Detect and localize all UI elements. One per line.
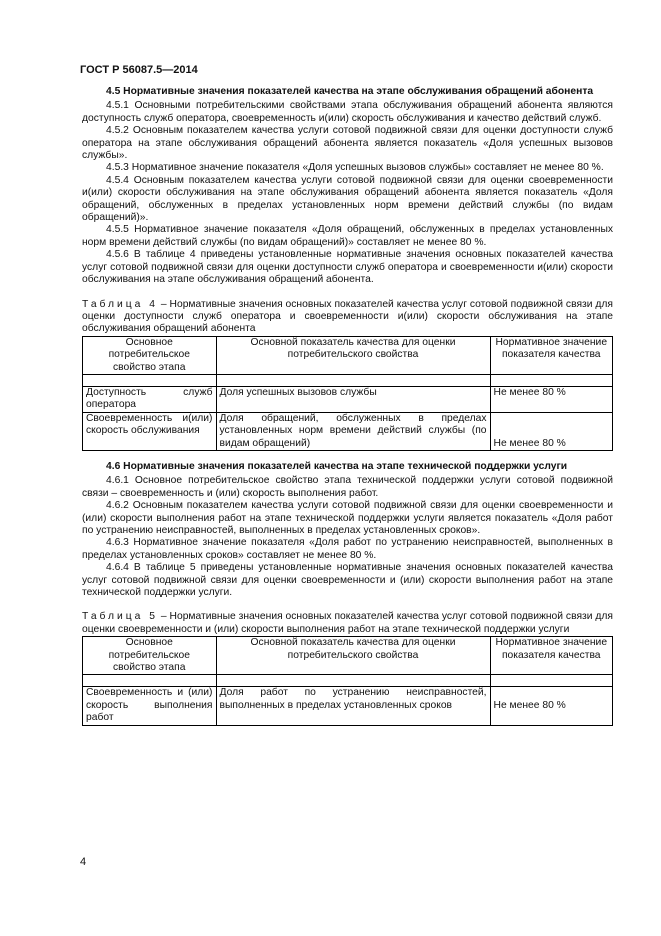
paragraph-4-5-5: 4.5.5 Нормативное значение показателя «Доля обращений, обслуженных в пределах установленных норм времени действий службы (по видам обращений)» составляет не менее 80 %.	[82, 224, 613, 248]
table-header-cell: Основной показатель качества для оценки потребительского свойства	[216, 336, 490, 374]
table-cell: Своевременность и(или) скорость обслуживания	[83, 412, 217, 450]
table-header-row	[83, 336, 613, 374]
paragraph-4-5-1: 4.5.1 Основными потребительскими свойствами этапа обслуживания обращений абонента являются доступность служб оператора, своевременность и(или) скорость обслуживания и качество действий служб.	[82, 100, 613, 124]
table-header-cell: Основной показатель качества для оценки потребительского свойства	[216, 637, 490, 675]
table-empty-row	[83, 374, 613, 386]
table-cell	[83, 374, 217, 386]
table-cell: Доля работ по устранению неисправностей, выполненных в пределах установленных сроков	[216, 687, 490, 725]
table-cell: Своевременность и (или) скорость выполнения работ	[83, 687, 217, 725]
paragraph-4-6-3: 4.6.3 Нормативное значение показателя «Доля работ по устранению неисправностей, выполненных в пределах установленных сроков» составляет не менее 80 %.	[82, 537, 613, 561]
section-4-6-heading: 4.6 Нормативные значения показателей качества на этапе технической поддержки услуги	[106, 460, 568, 472]
table-cell: Не менее 80 %	[490, 412, 612, 450]
paragraph-4-6-2: 4.6.2 Основным показателем качества услуги сотовой подвижной связи для оценки своевременности и (или) скорости выполнения работ на этапе технической поддержки услуги является показатель «Доля работ по устранению неисправностей, выполненных в пределах установленных сроков».	[82, 500, 613, 536]
table-5-label: Таблица 5	[82, 611, 158, 623]
table-cell: Доступность служб оператора	[83, 386, 217, 412]
table-header-cell: Основное потребительское свойство этапа	[83, 336, 217, 374]
table-5-caption-text: – Нормативные значения основных показателей качества услуг сотовой подвижной связи для оценки своевременности и (или) скорости выполнения работ на этапе технической поддержки услуги	[82, 611, 613, 635]
table-5	[82, 636, 613, 725]
table-cell	[83, 675, 217, 687]
table-row	[83, 687, 613, 725]
table-header-cell: Нормативное значение показателя качества	[490, 336, 612, 374]
paragraph-4-5-4: 4.5.4 Основным показателем качества услуги сотовой подвижной связи для оценки своевременности и(или) скорости обслуживания на этапе обслуживания обращений абонента является показатель «Доля обращений, обслуженных в пределах установленных норм времени действий службы (по видам обращений)».	[82, 174, 613, 224]
table-empty-row	[83, 675, 613, 687]
table-row	[83, 412, 613, 450]
paragraph-4-5-2: 4.5.2 Основным показателем качества услуги сотовой подвижной связи для оценки доступности служб оператора на этапе обслуживания обращений абонента является показатель «Доля успешных вызовов службы».	[82, 125, 613, 162]
paragraph-4-5-3: 4.5.3 Нормативное значение показателя «Доля успешных вызовов службы» составляет не менее 80 %.	[106, 162, 604, 174]
table-4	[82, 336, 613, 451]
table-4-label: Таблица 4	[82, 298, 158, 310]
paragraph-4-5-6: 4.5.6 В таблице 4 приведены установленные нормативные значения основных показателей качества услуг сотовой подвижной связи для оценки доступности служб оператора и своевременности и(или) скорости обслуживания на этапе обслуживания обращений абонента.	[82, 249, 613, 286]
table-row	[83, 386, 613, 412]
paragraph-4-6-4: 4.6.4 В таблице 5 приведены установленные нормативные значения основных показателей качества услуг сотовой подвижной связи для оценки своевременности и (или) скорости выполнения работ на этапе технической поддержки услуги.	[82, 562, 613, 599]
table-cell	[216, 675, 490, 687]
document-header: ГОСТ Р 56087.5—2014	[80, 64, 198, 76]
table-header-row	[83, 637, 613, 675]
paragraph-4-6-1: 4.6.1 Основное потребительское свойство этапа технической поддержки услуги сотовой подвижной связи – своевременность и (или) скорость выполнения работ.	[82, 475, 613, 499]
table-4-caption-text: – Нормативные значения основных показателей качества услуг сотовой подвижной связи для оценки доступности служб оператора и своевременности и(или) скорости обслуживания на этапе обслуживания обращений абонента	[82, 298, 613, 335]
page-number: 4	[80, 856, 87, 868]
table-4-caption	[82, 299, 613, 336]
section-4-5-heading: 4.5 Нормативные значения показателей качества на этапе обслуживания обращений абонента	[106, 86, 594, 97]
table-cell: Не менее 80 %	[490, 687, 612, 725]
table-cell	[216, 374, 490, 386]
table-cell: Доля обращений, обслуженных в пределах установленных норм времени действий службы (по видам обращений)	[216, 412, 490, 450]
table-cell: Доля успешных вызовов службы	[216, 386, 490, 412]
table-cell	[490, 374, 612, 386]
table-5-caption	[82, 611, 613, 636]
table-cell: Не менее 80 %	[490, 386, 612, 412]
table-cell	[490, 675, 612, 687]
page-content	[82, 86, 613, 726]
table-header-cell: Основное потребительское свойство этапа	[83, 637, 217, 675]
table-header-cell: Нормативное значение показателя качества	[490, 637, 612, 675]
